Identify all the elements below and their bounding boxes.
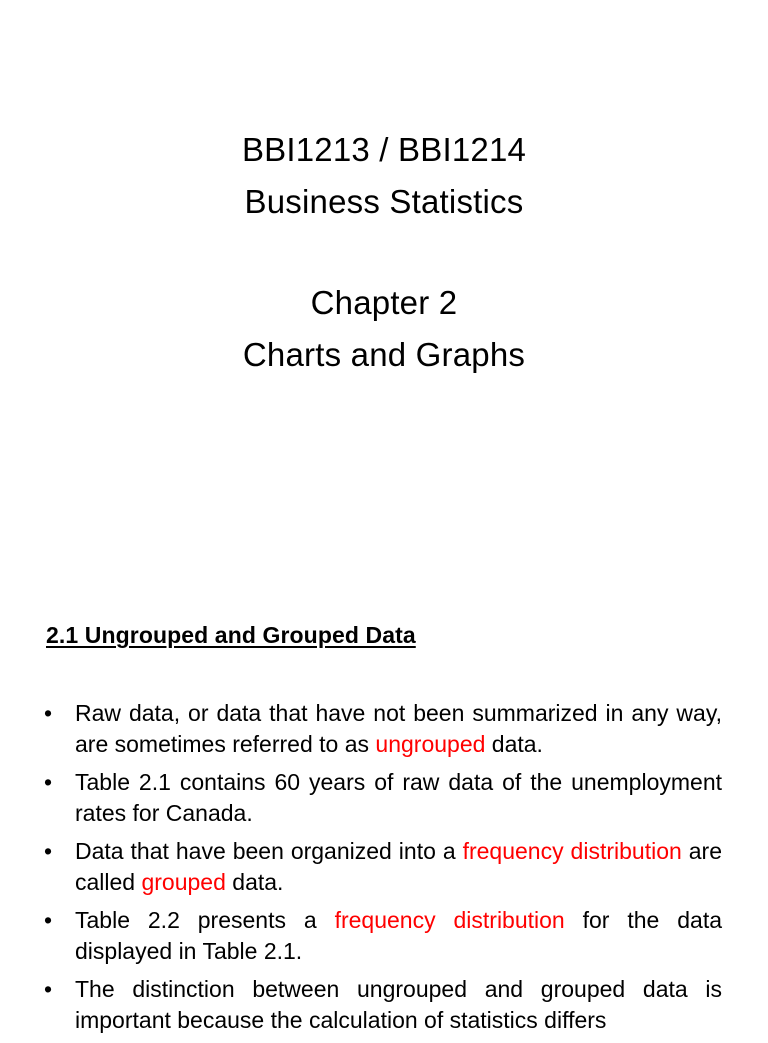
section-heading: 2.1 Ungrouped and Grouped Data [46,622,416,648]
bullet-text: Table 2.1 contains 60 years of raw data of the unemployment rates for Canada. [75,769,722,826]
bullet-icon: • [44,976,53,1002]
chapter-name: Charts and Graphs [242,336,526,373]
bullet-distinction [44,974,722,1036]
bullet-text: Raw data, or data that have not been summarized in any way, are sometimes referred to as [75,700,722,757]
bullet-text: The distinction between ungrouped and grouped data is important because the calculation of statistics differs [75,976,722,1033]
bullet-icon: • [44,700,53,726]
bullet-icon: • [44,838,53,864]
course-name: Business Statistics [244,183,524,220]
highlighted-term: frequency distribution [334,907,565,933]
course-title [0,124,768,228]
bullet-text: are called [75,838,722,895]
bullet-text: Data that have been organized into a [75,838,463,864]
chapter-number: Chapter 2 [310,284,458,321]
highlighted-term: ungrouped [375,731,486,757]
bullet-grouped-definition [44,836,722,898]
chapter-title [0,277,768,381]
bullet-table-2-2 [44,905,722,967]
highlighted-term: grouped [141,869,226,895]
content-slide [0,560,768,1033]
bullet-icon: • [44,907,53,933]
course-code: BBI1213 / BBI1214 [241,131,527,168]
bullet-text: data. [225,869,284,895]
highlighted-term: frequency distribution [462,838,682,864]
bullet-table-2-1 [44,767,722,829]
bullet-text: data. [485,731,543,757]
bullet-ungrouped-definition [44,698,722,760]
bullet-text: for the data displayed in Table 2.1. [75,907,723,964]
bullet-text: Table 2.2 presents a [75,907,335,933]
bullet-list [44,698,722,1043]
bullet-icon: • [44,769,53,795]
